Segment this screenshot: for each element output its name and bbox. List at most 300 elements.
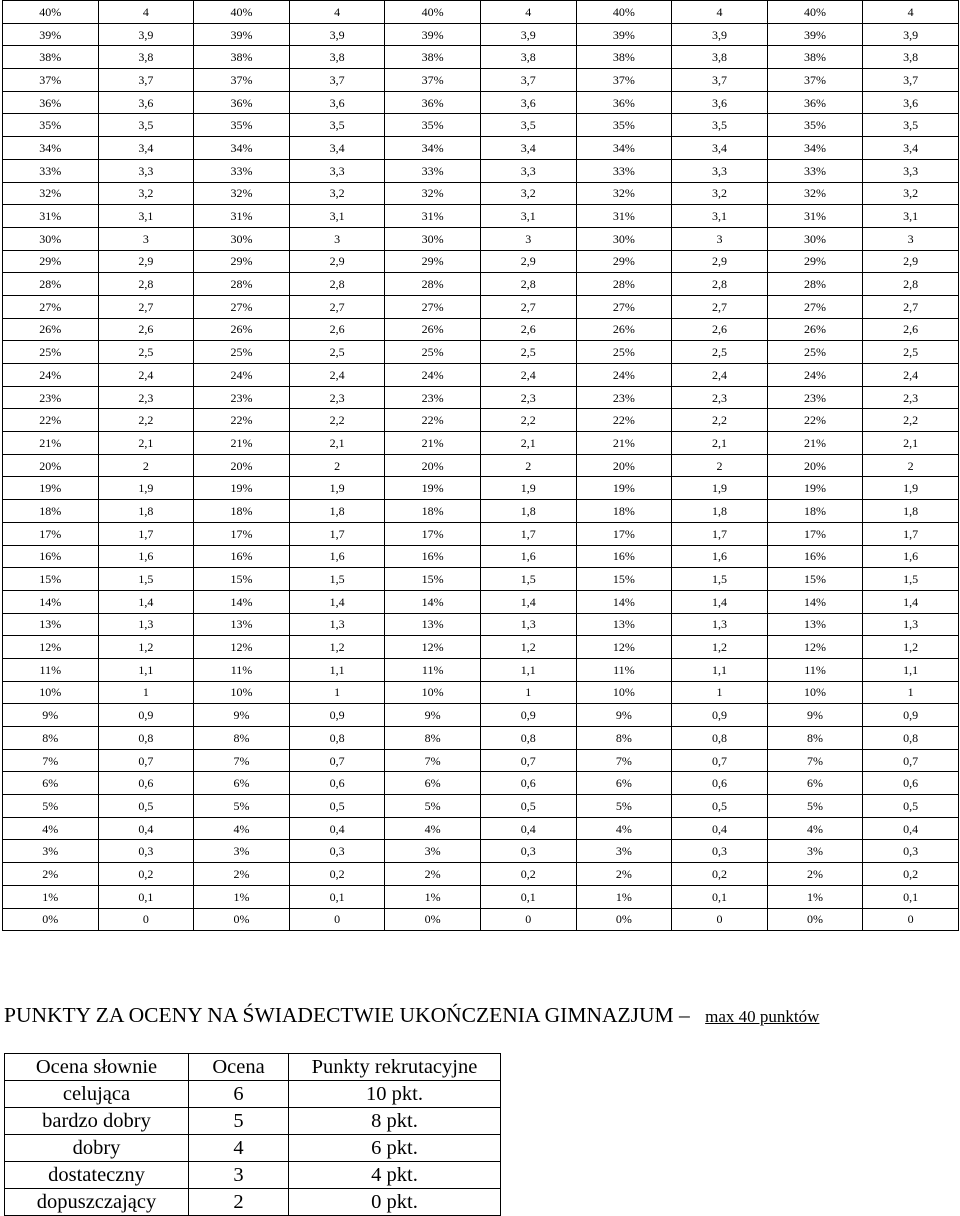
percent-cell: 11% xyxy=(767,658,863,681)
points-cell: 0,5 xyxy=(289,795,385,818)
points-cell: 1,4 xyxy=(480,590,576,613)
grade-points-cell: 10 pkt. xyxy=(289,1081,501,1108)
points-cell: 1,7 xyxy=(480,522,576,545)
grades-table-row xyxy=(5,1081,501,1108)
points-cell: 0 xyxy=(480,908,576,931)
points-cell: 3,1 xyxy=(480,205,576,228)
percent-cell: 37% xyxy=(576,69,672,92)
percent-cell: 7% xyxy=(385,749,481,772)
percent-cell: 13% xyxy=(194,613,290,636)
points-cell: 2 xyxy=(480,454,576,477)
grades-header-grade: Ocena xyxy=(189,1054,289,1081)
points-cell: 0,9 xyxy=(480,704,576,727)
section-heading-max-points: max 40 punktów xyxy=(705,1007,820,1026)
percent-cell: 5% xyxy=(576,795,672,818)
points-cell: 2,4 xyxy=(672,364,768,387)
percent-cell: 0% xyxy=(576,908,672,931)
points-cell: 2,1 xyxy=(98,432,194,455)
points-cell: 0,4 xyxy=(863,817,959,840)
points-cell: 3,2 xyxy=(98,182,194,205)
points-cell: 1,9 xyxy=(480,477,576,500)
conversion-table xyxy=(2,0,959,931)
percent-cell: 20% xyxy=(3,454,99,477)
conversion-table-row xyxy=(3,295,959,318)
points-cell: 3,5 xyxy=(480,114,576,137)
points-cell: 1,5 xyxy=(672,568,768,591)
percent-cell: 17% xyxy=(194,522,290,545)
points-cell: 2,5 xyxy=(863,341,959,364)
points-cell: 2,2 xyxy=(98,409,194,432)
points-cell: 2,9 xyxy=(289,250,385,273)
percent-cell: 7% xyxy=(3,749,99,772)
grade-descriptive-cell: dostateczny xyxy=(5,1162,189,1189)
points-cell: 3,6 xyxy=(480,91,576,114)
points-cell: 3,6 xyxy=(863,91,959,114)
percent-cell: 29% xyxy=(767,250,863,273)
percent-cell: 14% xyxy=(576,590,672,613)
grades-table xyxy=(4,1053,501,1216)
percent-cell: 18% xyxy=(385,500,481,523)
percent-cell: 24% xyxy=(576,364,672,387)
points-cell: 2,4 xyxy=(480,364,576,387)
points-cell: 1,2 xyxy=(289,636,385,659)
percent-cell: 13% xyxy=(576,613,672,636)
points-cell: 0,3 xyxy=(672,840,768,863)
points-cell: 0,3 xyxy=(863,840,959,863)
percent-cell: 40% xyxy=(767,1,863,24)
percent-cell: 20% xyxy=(385,454,481,477)
points-cell: 1,1 xyxy=(672,658,768,681)
points-cell: 0,2 xyxy=(98,863,194,886)
points-cell: 3,6 xyxy=(672,91,768,114)
points-cell: 0 xyxy=(863,908,959,931)
points-cell: 2,2 xyxy=(480,409,576,432)
points-cell: 3,2 xyxy=(863,182,959,205)
percent-cell: 10% xyxy=(194,681,290,704)
points-cell: 3,5 xyxy=(98,114,194,137)
points-cell: 1,8 xyxy=(98,500,194,523)
percent-cell: 6% xyxy=(576,772,672,795)
percent-cell: 28% xyxy=(194,273,290,296)
points-cell: 0,1 xyxy=(289,885,385,908)
percent-cell: 23% xyxy=(385,386,481,409)
percent-cell: 30% xyxy=(576,227,672,250)
conversion-table-row xyxy=(3,318,959,341)
percent-cell: 27% xyxy=(194,295,290,318)
percent-cell: 32% xyxy=(385,182,481,205)
grade-descriptive-cell: dopuszczający xyxy=(5,1189,189,1216)
conversion-table-row xyxy=(3,1,959,24)
points-cell: 3,4 xyxy=(98,137,194,160)
percent-cell: 5% xyxy=(3,795,99,818)
points-cell: 1,1 xyxy=(863,658,959,681)
conversion-table-row xyxy=(3,137,959,160)
conversion-table-row xyxy=(3,795,959,818)
percent-cell: 12% xyxy=(194,636,290,659)
percent-cell: 25% xyxy=(576,341,672,364)
percent-cell: 36% xyxy=(3,91,99,114)
points-cell: 1,5 xyxy=(480,568,576,591)
percent-cell: 18% xyxy=(194,500,290,523)
points-cell: 3,7 xyxy=(289,69,385,92)
points-cell: 2,5 xyxy=(98,341,194,364)
points-cell: 1,4 xyxy=(672,590,768,613)
percent-cell: 35% xyxy=(385,114,481,137)
conversion-table-row xyxy=(3,227,959,250)
points-cell: 2,9 xyxy=(98,250,194,273)
conversion-table-row xyxy=(3,885,959,908)
percent-cell: 31% xyxy=(194,205,290,228)
points-cell: 1,5 xyxy=(98,568,194,591)
percent-cell: 22% xyxy=(3,409,99,432)
points-cell: 0,8 xyxy=(98,727,194,750)
points-cell: 3,8 xyxy=(480,46,576,69)
percent-cell: 16% xyxy=(385,545,481,568)
percent-cell: 29% xyxy=(194,250,290,273)
points-cell: 1,9 xyxy=(289,477,385,500)
percent-cell: 6% xyxy=(3,772,99,795)
percent-cell: 38% xyxy=(767,46,863,69)
percent-cell: 2% xyxy=(767,863,863,886)
percent-cell: 31% xyxy=(767,205,863,228)
points-cell: 0,4 xyxy=(480,817,576,840)
points-cell: 3,8 xyxy=(289,46,385,69)
percent-cell: 16% xyxy=(194,545,290,568)
percent-cell: 39% xyxy=(576,23,672,46)
percent-cell: 25% xyxy=(3,341,99,364)
points-cell: 1,9 xyxy=(863,477,959,500)
percent-cell: 12% xyxy=(767,636,863,659)
percent-cell: 19% xyxy=(3,477,99,500)
points-cell: 3,7 xyxy=(672,69,768,92)
percent-cell: 10% xyxy=(576,681,672,704)
points-cell: 0,2 xyxy=(863,863,959,886)
grades-table-header-row xyxy=(5,1054,501,1081)
percent-cell: 35% xyxy=(576,114,672,137)
points-cell: 3,8 xyxy=(98,46,194,69)
points-cell: 2,7 xyxy=(289,295,385,318)
grades-table-row xyxy=(5,1135,501,1162)
percent-cell: 1% xyxy=(576,885,672,908)
percent-cell: 24% xyxy=(194,364,290,387)
points-cell: 1,9 xyxy=(98,477,194,500)
points-cell: 0,8 xyxy=(289,727,385,750)
percent-cell: 5% xyxy=(194,795,290,818)
percent-cell: 6% xyxy=(385,772,481,795)
points-cell: 3 xyxy=(863,227,959,250)
points-cell: 0,7 xyxy=(289,749,385,772)
points-cell: 3,2 xyxy=(289,182,385,205)
percent-cell: 18% xyxy=(576,500,672,523)
percent-cell: 34% xyxy=(194,137,290,160)
conversion-table-row xyxy=(3,205,959,228)
points-cell: 0 xyxy=(98,908,194,931)
percent-cell: 0% xyxy=(385,908,481,931)
percent-cell: 24% xyxy=(767,364,863,387)
points-cell: 1,1 xyxy=(480,658,576,681)
points-cell: 3,8 xyxy=(672,46,768,69)
percent-cell: 28% xyxy=(3,273,99,296)
percent-cell: 10% xyxy=(767,681,863,704)
percent-cell: 30% xyxy=(194,227,290,250)
conversion-table-body xyxy=(3,1,959,931)
points-cell: 0,4 xyxy=(98,817,194,840)
percent-cell: 1% xyxy=(194,885,290,908)
points-cell: 2,2 xyxy=(863,409,959,432)
percent-cell: 14% xyxy=(767,590,863,613)
percent-cell: 15% xyxy=(385,568,481,591)
percent-cell: 36% xyxy=(576,91,672,114)
points-cell: 1,8 xyxy=(289,500,385,523)
points-cell: 2,8 xyxy=(863,273,959,296)
points-cell: 3,8 xyxy=(863,46,959,69)
conversion-table-row xyxy=(3,658,959,681)
points-cell: 1,4 xyxy=(98,590,194,613)
percent-cell: 12% xyxy=(3,636,99,659)
percent-cell: 3% xyxy=(576,840,672,863)
grades-header-descriptive: Ocena słownie xyxy=(5,1054,189,1081)
conversion-table-row xyxy=(3,454,959,477)
points-cell: 3,5 xyxy=(863,114,959,137)
percent-cell: 20% xyxy=(194,454,290,477)
points-cell: 0,6 xyxy=(480,772,576,795)
points-cell: 0,6 xyxy=(863,772,959,795)
percent-cell: 8% xyxy=(576,727,672,750)
points-cell: 3,2 xyxy=(480,182,576,205)
points-cell: 2,7 xyxy=(98,295,194,318)
percent-cell: 8% xyxy=(3,727,99,750)
points-cell: 3,6 xyxy=(98,91,194,114)
points-cell: 0,2 xyxy=(480,863,576,886)
percent-cell: 23% xyxy=(767,386,863,409)
points-cell: 0,7 xyxy=(672,749,768,772)
points-cell: 1,5 xyxy=(289,568,385,591)
points-cell: 0,3 xyxy=(289,840,385,863)
conversion-table-row xyxy=(3,840,959,863)
grade-value-cell: 5 xyxy=(189,1108,289,1135)
points-cell: 2,1 xyxy=(480,432,576,455)
percent-cell: 30% xyxy=(3,227,99,250)
percent-cell: 2% xyxy=(3,863,99,886)
percent-cell: 21% xyxy=(385,432,481,455)
points-cell: 0,6 xyxy=(289,772,385,795)
points-cell: 4 xyxy=(98,1,194,24)
conversion-table-row xyxy=(3,114,959,137)
points-cell: 2,8 xyxy=(289,273,385,296)
percent-cell: 38% xyxy=(576,46,672,69)
percent-cell: 19% xyxy=(767,477,863,500)
grade-points-cell: 8 pkt. xyxy=(289,1108,501,1135)
percent-cell: 25% xyxy=(385,341,481,364)
percent-cell: 1% xyxy=(767,885,863,908)
points-cell: 2,1 xyxy=(289,432,385,455)
percent-cell: 11% xyxy=(194,658,290,681)
percent-cell: 30% xyxy=(385,227,481,250)
points-cell: 1,3 xyxy=(289,613,385,636)
conversion-table-row xyxy=(3,182,959,205)
conversion-table-row xyxy=(3,817,959,840)
points-cell: 1,3 xyxy=(672,613,768,636)
percent-cell: 31% xyxy=(576,205,672,228)
points-cell: 1,6 xyxy=(98,545,194,568)
points-cell: 0,3 xyxy=(98,840,194,863)
percent-cell: 10% xyxy=(385,681,481,704)
points-cell: 1,2 xyxy=(98,636,194,659)
percent-cell: 33% xyxy=(194,159,290,182)
points-cell: 2,8 xyxy=(480,273,576,296)
grade-points-cell: 4 pkt. xyxy=(289,1162,501,1189)
percent-cell: 13% xyxy=(3,613,99,636)
percent-cell: 40% xyxy=(194,1,290,24)
percent-cell: 16% xyxy=(767,545,863,568)
percent-cell: 18% xyxy=(3,500,99,523)
points-cell: 1,7 xyxy=(289,522,385,545)
points-cell: 0,5 xyxy=(480,795,576,818)
points-cell: 0,1 xyxy=(863,885,959,908)
grade-value-cell: 2 xyxy=(189,1189,289,1216)
points-cell: 3,9 xyxy=(98,23,194,46)
points-cell: 2,3 xyxy=(289,386,385,409)
points-cell: 0,4 xyxy=(289,817,385,840)
points-cell: 3 xyxy=(289,227,385,250)
points-cell: 0,9 xyxy=(672,704,768,727)
points-cell: 3,1 xyxy=(672,205,768,228)
points-cell: 3,4 xyxy=(289,137,385,160)
points-cell: 3 xyxy=(480,227,576,250)
points-cell: 1,6 xyxy=(289,545,385,568)
points-cell: 1,7 xyxy=(863,522,959,545)
percent-cell: 33% xyxy=(3,159,99,182)
points-cell: 1,7 xyxy=(672,522,768,545)
percent-cell: 24% xyxy=(385,364,481,387)
grade-descriptive-cell: celująca xyxy=(5,1081,189,1108)
points-cell: 0 xyxy=(289,908,385,931)
conversion-table-row xyxy=(3,590,959,613)
percent-cell: 20% xyxy=(576,454,672,477)
points-cell: 2,9 xyxy=(480,250,576,273)
percent-cell: 32% xyxy=(767,182,863,205)
points-cell: 2,3 xyxy=(98,386,194,409)
percent-cell: 35% xyxy=(767,114,863,137)
points-cell: 3,3 xyxy=(480,159,576,182)
percent-cell: 34% xyxy=(3,137,99,160)
percent-cell: 9% xyxy=(767,704,863,727)
percent-cell: 23% xyxy=(576,386,672,409)
percent-cell: 2% xyxy=(385,863,481,886)
grade-points-cell: 0 pkt. xyxy=(289,1189,501,1216)
percent-cell: 35% xyxy=(3,114,99,137)
percent-cell: 26% xyxy=(385,318,481,341)
percent-cell: 21% xyxy=(576,432,672,455)
percent-cell: 7% xyxy=(576,749,672,772)
percent-cell: 32% xyxy=(194,182,290,205)
conversion-table-row xyxy=(3,704,959,727)
grade-points-cell: 6 pkt. xyxy=(289,1135,501,1162)
percent-cell: 9% xyxy=(194,704,290,727)
points-cell: 2,6 xyxy=(289,318,385,341)
section-heading xyxy=(4,1003,819,1028)
percent-cell: 26% xyxy=(767,318,863,341)
percent-cell: 16% xyxy=(3,545,99,568)
points-cell: 1,5 xyxy=(863,568,959,591)
points-cell: 0,5 xyxy=(672,795,768,818)
percent-cell: 29% xyxy=(3,250,99,273)
percent-cell: 21% xyxy=(3,432,99,455)
percent-cell: 29% xyxy=(385,250,481,273)
percent-cell: 4% xyxy=(3,817,99,840)
percent-cell: 3% xyxy=(385,840,481,863)
points-cell: 2 xyxy=(289,454,385,477)
points-cell: 3,5 xyxy=(672,114,768,137)
points-cell: 0,8 xyxy=(863,727,959,750)
points-cell: 0,7 xyxy=(480,749,576,772)
points-cell: 3,7 xyxy=(863,69,959,92)
points-cell: 2,2 xyxy=(672,409,768,432)
percent-cell: 11% xyxy=(576,658,672,681)
percent-cell: 17% xyxy=(385,522,481,545)
points-cell: 2,5 xyxy=(480,341,576,364)
points-cell: 3,3 xyxy=(672,159,768,182)
percent-cell: 23% xyxy=(3,386,99,409)
points-cell: 2,3 xyxy=(672,386,768,409)
points-cell: 0,2 xyxy=(289,863,385,886)
percent-cell: 36% xyxy=(194,91,290,114)
points-cell: 1,4 xyxy=(863,590,959,613)
conversion-table-row xyxy=(3,341,959,364)
points-cell: 1,2 xyxy=(480,636,576,659)
conversion-table-row xyxy=(3,386,959,409)
percent-cell: 26% xyxy=(576,318,672,341)
points-cell: 1,2 xyxy=(863,636,959,659)
points-cell: 1,6 xyxy=(480,545,576,568)
percent-cell: 32% xyxy=(576,182,672,205)
percent-cell: 37% xyxy=(385,69,481,92)
percent-cell: 38% xyxy=(3,46,99,69)
points-cell: 4 xyxy=(672,1,768,24)
points-cell: 0,5 xyxy=(863,795,959,818)
conversion-table-row xyxy=(3,681,959,704)
percent-cell: 27% xyxy=(576,295,672,318)
percent-cell: 13% xyxy=(385,613,481,636)
percent-cell: 14% xyxy=(194,590,290,613)
points-cell: 1 xyxy=(863,681,959,704)
percent-cell: 18% xyxy=(767,500,863,523)
percent-cell: 40% xyxy=(385,1,481,24)
points-cell: 0,6 xyxy=(98,772,194,795)
points-cell: 3,3 xyxy=(863,159,959,182)
points-cell: 1,1 xyxy=(289,658,385,681)
points-cell: 2,7 xyxy=(863,295,959,318)
points-cell: 2,6 xyxy=(672,318,768,341)
percent-cell: 40% xyxy=(576,1,672,24)
points-cell: 3 xyxy=(672,227,768,250)
points-cell: 2,7 xyxy=(672,295,768,318)
percent-cell: 11% xyxy=(3,658,99,681)
percent-cell: 27% xyxy=(385,295,481,318)
percent-cell: 19% xyxy=(194,477,290,500)
percent-cell: 34% xyxy=(767,137,863,160)
percent-cell: 5% xyxy=(385,795,481,818)
percent-cell: 2% xyxy=(194,863,290,886)
percent-cell: 28% xyxy=(576,273,672,296)
percent-cell: 37% xyxy=(194,69,290,92)
percent-cell: 8% xyxy=(767,727,863,750)
percent-cell: 35% xyxy=(194,114,290,137)
points-cell: 1,3 xyxy=(98,613,194,636)
conversion-table-row xyxy=(3,159,959,182)
points-cell: 2,6 xyxy=(98,318,194,341)
points-cell: 3,4 xyxy=(863,137,959,160)
